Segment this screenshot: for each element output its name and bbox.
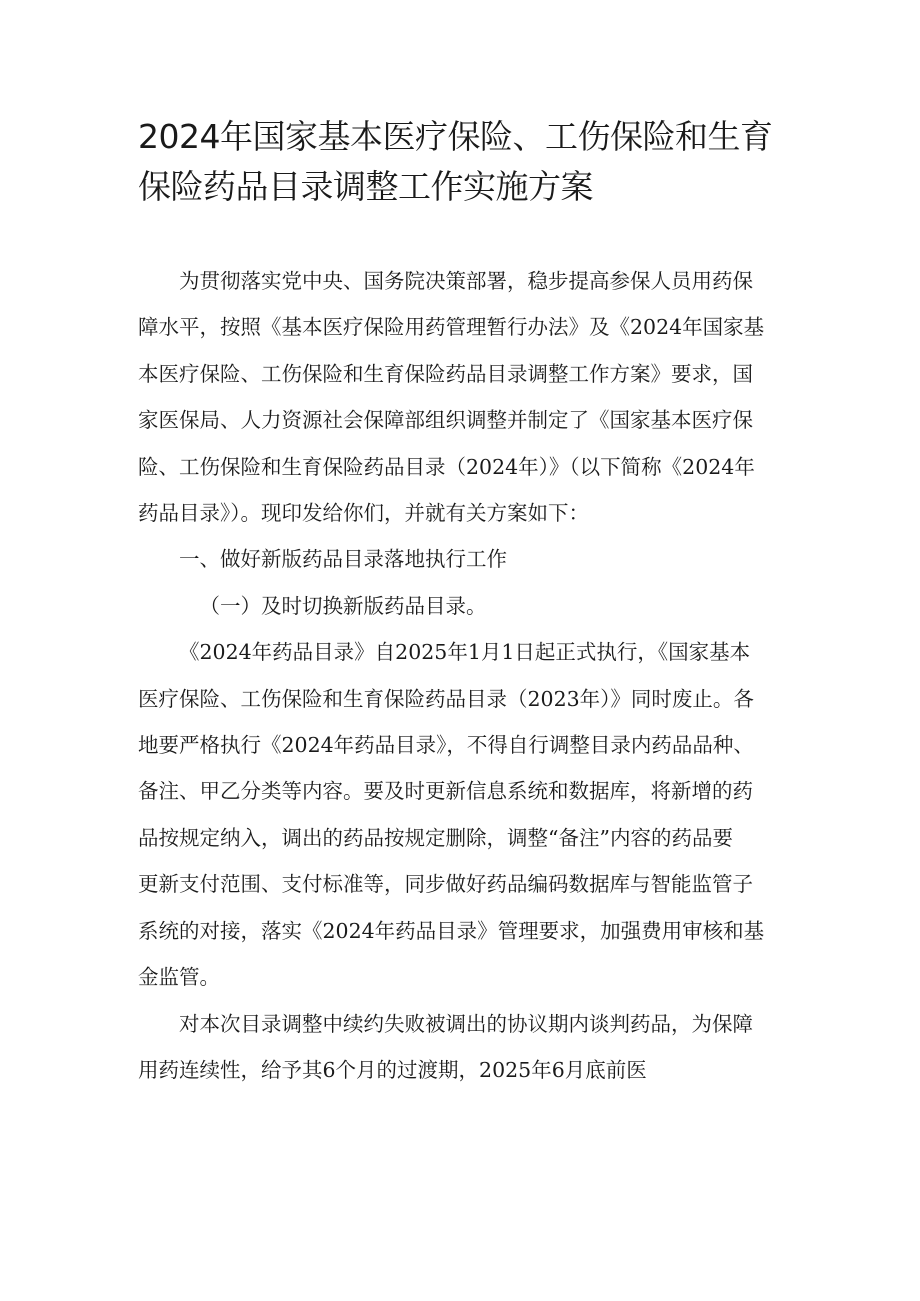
text-line: 对本次目录调整中续约失败被调出的协议期内谈判药品，为保障 bbox=[179, 1011, 753, 1036]
document-body bbox=[138, 258, 788, 1093]
paragraph-intro bbox=[138, 258, 788, 536]
section-heading bbox=[138, 536, 788, 582]
text-line: 品按规定纳入，调出的药品按规定删除，调整“备注”内容的药品要 bbox=[138, 825, 733, 850]
text-line: 系统的对接，落实《2024年药品目录》管理要求，加强费用审核和基 bbox=[138, 918, 765, 943]
text-line: 备注、甲乙分类等内容。要及时更新信息系统和数据库，将新增的药 bbox=[138, 779, 753, 804]
title-line: 保险药品目录调整工作实施方案 bbox=[138, 167, 593, 206]
text-line: 《2024年药品目录》自2025年1月1日起正式执行，《国家基本 bbox=[179, 640, 751, 665]
title-line: 2024年国家基本医疗保险、工伤保险和生育 bbox=[138, 117, 773, 156]
text-line: 药品目录》）。现印发给你们，并就有关方案如下： bbox=[138, 501, 589, 526]
text-line: 医疗保险、工伤保险和生育保险药品目录（2023年）》同时废止。各 bbox=[138, 686, 754, 711]
text-line: 障水平，按照《基本医疗保险用药管理暂行办法》及《2024年国家基 bbox=[138, 315, 765, 340]
paragraph-catalog-switch bbox=[138, 629, 788, 1000]
subsection-heading bbox=[138, 583, 788, 629]
text-line: 地要严格执行《2024年药品目录》，不得自行调整目录内药品品种、 bbox=[138, 733, 754, 758]
text-line: 一、做好新版药品目录落地执行工作 bbox=[179, 547, 507, 572]
text-line: 金监管。 bbox=[138, 965, 220, 990]
document-title bbox=[138, 112, 798, 212]
text-line: （一）及时切换新版药品目录。 bbox=[199, 593, 487, 618]
text-line: 为贯彻落实党中央、国务院决策部署，稳步提高参保人员用药保 bbox=[179, 269, 753, 293]
text-line: 本医疗保险、工伤保险和生育保险药品目录调整工作方案》要求，国 bbox=[138, 361, 753, 386]
text-line: 险、工伤保险和生育保险药品目录（2024年）》（以下简称《2024年 bbox=[138, 454, 755, 479]
text-line: 用药连续性，给予其6个月的过渡期，2025年6月底前医 bbox=[138, 1057, 647, 1082]
text-line: 更新支付范围、支付标准等，同步做好药品编码数据库与智能监管子 bbox=[138, 872, 753, 897]
paragraph-transition-period bbox=[138, 1001, 788, 1094]
text-line: 家医保局、人力资源社会保障部组织调整并制定了《国家基本医疗保 bbox=[138, 408, 753, 433]
